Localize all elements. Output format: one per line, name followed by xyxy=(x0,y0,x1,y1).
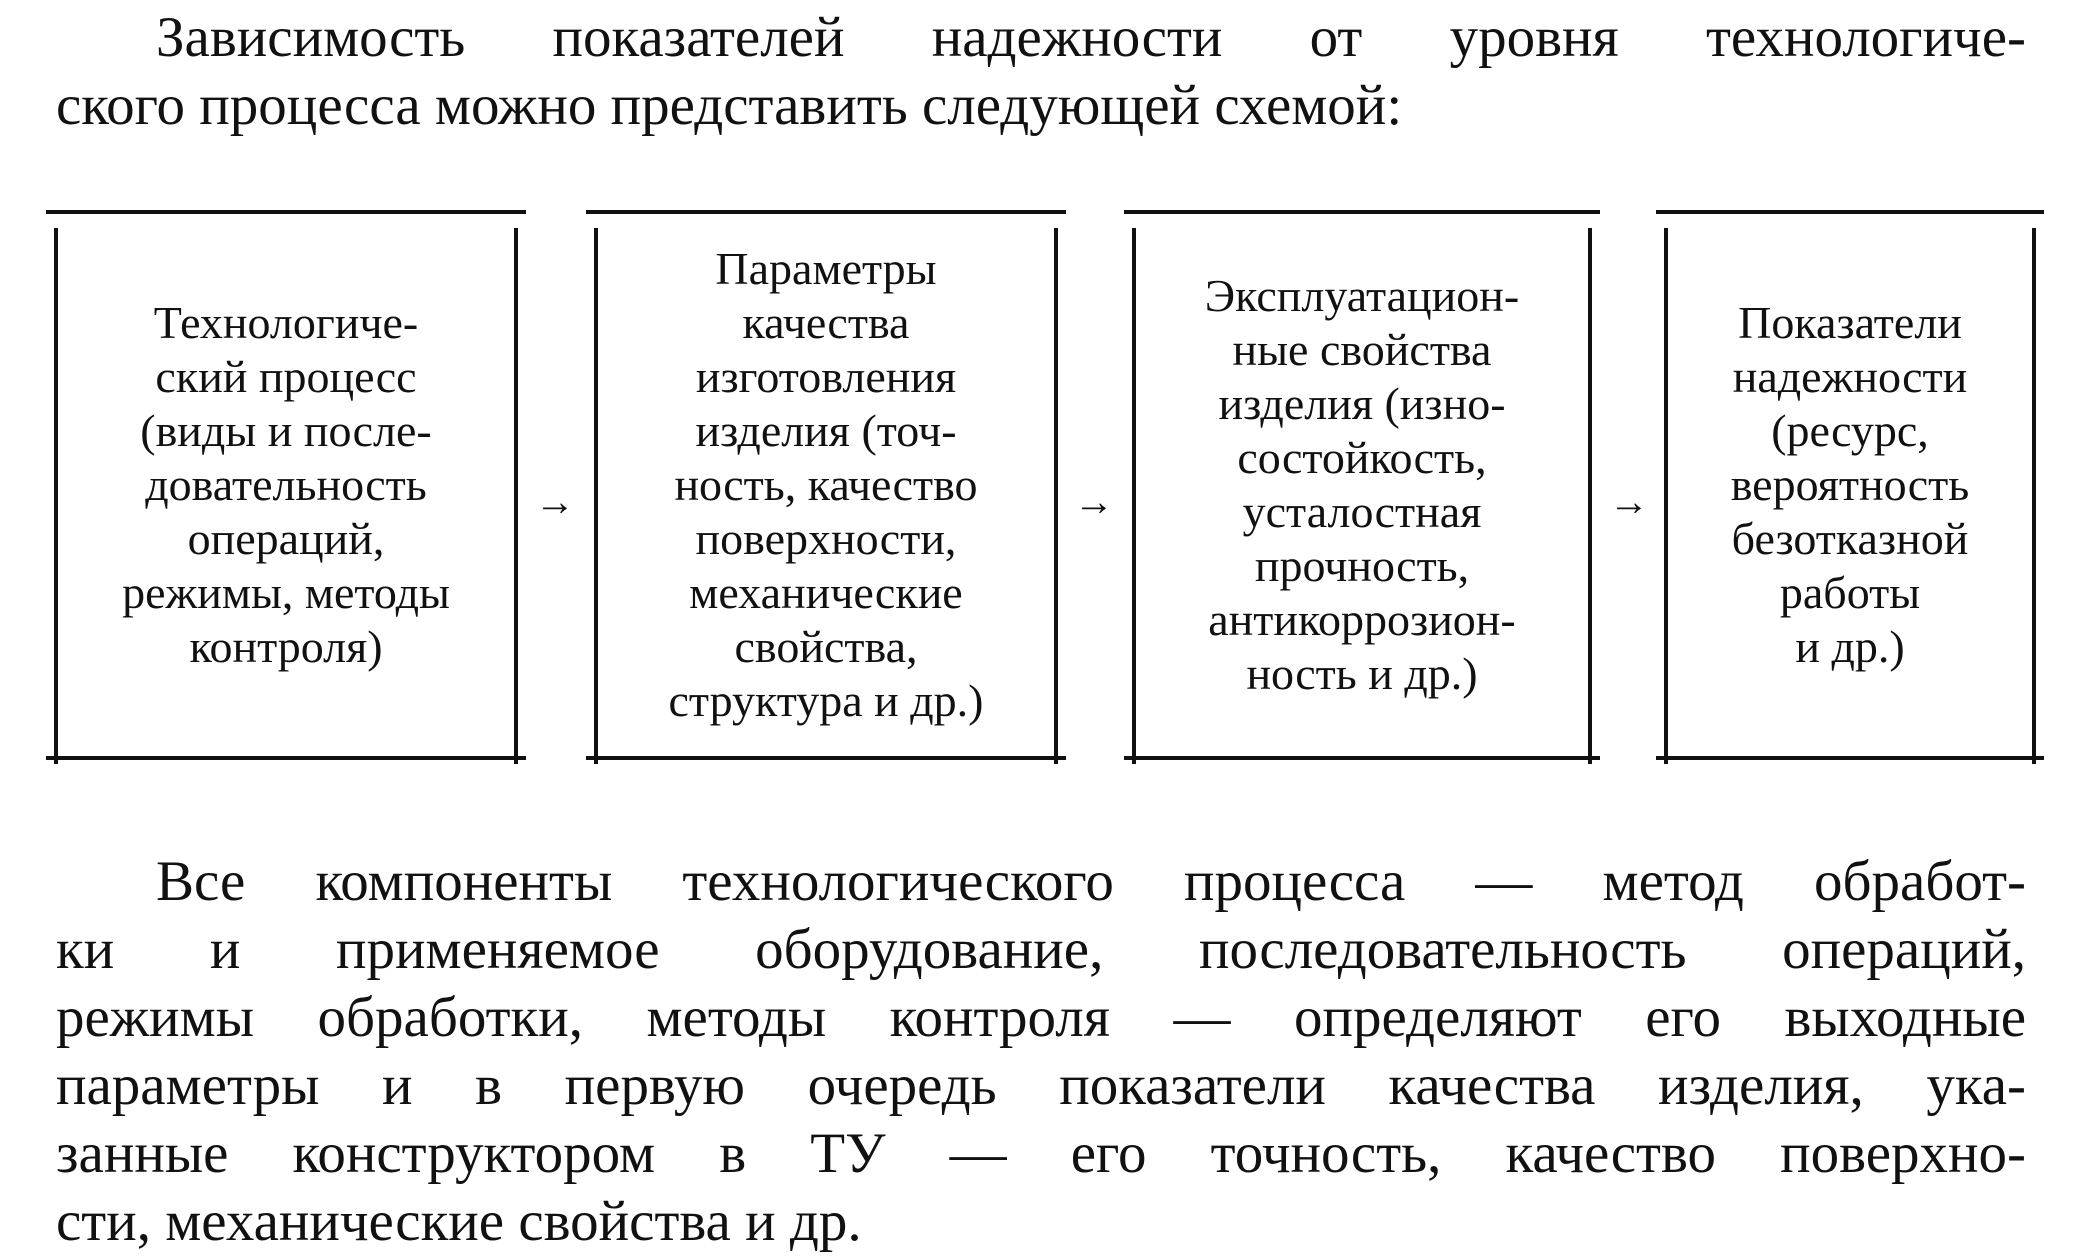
box-line: антикоррозион- xyxy=(1208,594,1516,645)
box-line: (виды и после- xyxy=(140,405,432,456)
intro-paragraph xyxy=(56,4,2026,140)
box-line: изделия (точ- xyxy=(695,405,957,456)
box-line: работы xyxy=(1779,567,1921,618)
box-line: контроля) xyxy=(189,621,383,672)
box-line: свойства, xyxy=(734,621,918,672)
box-line: усталостная xyxy=(1242,486,1482,537)
body-line: ки и применяемое оборудование, последовательность операций, xyxy=(56,918,2026,981)
box-quality-parameters xyxy=(586,210,1066,760)
flow-diagram xyxy=(46,210,2044,770)
box-line: изготовления xyxy=(695,351,957,402)
box-line: ский процесс xyxy=(155,351,417,402)
box-line: довательность xyxy=(145,459,427,510)
body-line: Все компоненты технологического процесса — метод обработ- xyxy=(156,850,2026,913)
box-technological-process xyxy=(46,210,526,760)
body-line: режимы обработки, методы контроля — определяют его выходные xyxy=(56,986,2026,1049)
box-text xyxy=(1144,269,1580,701)
box-line: Параметры xyxy=(715,243,937,294)
box-line: ность и др.) xyxy=(1246,648,1478,699)
box-text xyxy=(606,242,1046,728)
box-line: вероятность xyxy=(1730,459,1970,510)
box-line: качества xyxy=(742,297,910,348)
arrow-right-icon: → xyxy=(1074,479,1114,524)
box-text xyxy=(1676,296,2024,674)
box-line: прочность, xyxy=(1254,540,1470,591)
box-line: механические xyxy=(689,567,963,618)
box-line: режимы, методы xyxy=(122,567,450,618)
box-text xyxy=(66,296,506,674)
box-line: изделия (изно- xyxy=(1218,378,1506,429)
box-operational-properties xyxy=(1124,210,1600,760)
box-line: надежности xyxy=(1732,351,1968,402)
body-line: сти, механические свойства и др. xyxy=(56,1190,862,1253)
intro-line: Зависимость показателей надежности от уровня технологиче- xyxy=(156,6,2026,69)
arrow-right-icon: → xyxy=(535,479,575,524)
body-paragraph xyxy=(56,848,2026,1256)
box-line: безотказной xyxy=(1731,513,1969,564)
box-line: структура и др.) xyxy=(668,675,984,726)
box-line: ность, качество xyxy=(674,459,978,510)
arrow-right-icon: → xyxy=(1609,479,1649,524)
body-line: параметры и в первую очередь показатели качества изделия, ука- xyxy=(56,1054,2026,1117)
body-line: занные конструктором в ТУ — его точность, качество поверхно- xyxy=(56,1122,2026,1185)
box-line: Эксплуатацион- xyxy=(1204,270,1520,321)
box-line: состойкость, xyxy=(1237,432,1487,483)
box-line: и др.) xyxy=(1795,621,1905,672)
box-line: (ресурс, xyxy=(1771,405,1929,456)
intro-line: ского процесса можно представить следующей схемой: xyxy=(56,74,1403,137)
box-line: Технологиче- xyxy=(153,297,419,348)
box-line: операций, xyxy=(187,513,385,564)
box-line: ные свойства xyxy=(1232,324,1492,375)
box-line: поверхности, xyxy=(695,513,957,564)
box-reliability-indicators xyxy=(1656,210,2044,760)
box-line: Показатели xyxy=(1738,297,1962,348)
